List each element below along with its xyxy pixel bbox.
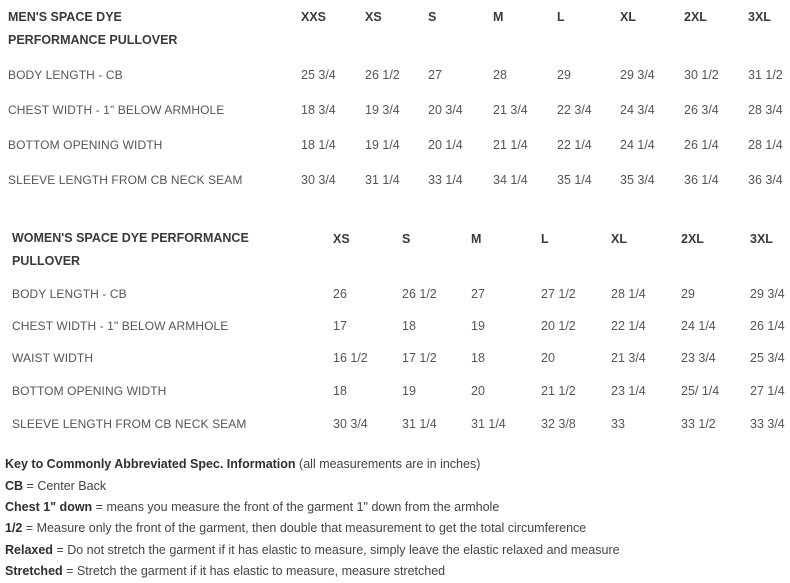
womens-size-header: XS bbox=[333, 232, 350, 246]
key-definition: = Measure only the front of the garment, then double that measurement to get the total circumference bbox=[25, 521, 587, 535]
mens-title-line2: PERFORMANCE PULLOVER bbox=[8, 33, 178, 47]
table-cell: 26 bbox=[333, 287, 347, 301]
table-cell: 30 1/2 bbox=[684, 68, 719, 82]
table-cell: 22 3/4 bbox=[557, 103, 592, 117]
key-definition: = Do not stretch the garment if it has elastic to measure, simply leave the elastic relaxed and measure bbox=[56, 543, 620, 557]
key-definition: = Stretch the garment if it has elastic to measure, measure stretched bbox=[66, 564, 446, 578]
table-cell: 24 3/4 bbox=[620, 103, 655, 117]
key-term: Relaxed bbox=[5, 543, 53, 557]
womens-size-header: XL bbox=[611, 232, 627, 246]
row-label: BOTTOM OPENING WIDTH bbox=[12, 384, 167, 398]
table-cell: 33 1/4 bbox=[428, 173, 463, 187]
table-cell: 20 3/4 bbox=[428, 103, 463, 117]
key-item bbox=[5, 500, 499, 514]
table-cell: 34 1/4 bbox=[493, 173, 528, 187]
mens-size-header: M bbox=[493, 10, 504, 24]
table-cell: 26 1/2 bbox=[365, 68, 400, 82]
mens-size-header: S bbox=[428, 10, 437, 24]
table-cell: 21 1/4 bbox=[493, 138, 528, 152]
key-item bbox=[5, 521, 586, 535]
table-cell: 29 3/4 bbox=[620, 68, 655, 82]
key-heading-line bbox=[5, 457, 480, 471]
table-cell: 33 3/4 bbox=[750, 417, 785, 431]
key-item bbox=[5, 543, 620, 557]
table-cell: 28 1/4 bbox=[748, 138, 783, 152]
key-item bbox=[5, 479, 106, 493]
table-cell: 26 3/4 bbox=[684, 103, 719, 117]
table-cell: 30 3/4 bbox=[333, 417, 368, 431]
key-item bbox=[5, 564, 445, 578]
mens-size-header: XL bbox=[620, 10, 636, 24]
row-label: WAIST WIDTH bbox=[12, 351, 94, 365]
mens-size-header: XXS bbox=[301, 10, 327, 24]
table-cell: 21 3/4 bbox=[611, 351, 646, 365]
table-cell: 31 1/4 bbox=[471, 417, 506, 431]
table-cell: 18 bbox=[333, 384, 347, 398]
mens-size-header: XS bbox=[365, 10, 382, 24]
table-cell: 27 1/4 bbox=[750, 384, 785, 398]
table-cell: 18 bbox=[471, 351, 485, 365]
table-cell: 17 1/2 bbox=[402, 351, 437, 365]
table-cell: 31 1/4 bbox=[365, 173, 400, 187]
table-cell: 36 1/4 bbox=[684, 173, 719, 187]
table-cell: 33 bbox=[611, 417, 625, 431]
table-cell: 32 3/8 bbox=[541, 417, 576, 431]
table-cell: 18 bbox=[402, 319, 416, 333]
key-definition: = means you measure the front of the garment 1" down from the armhole bbox=[95, 500, 500, 514]
table-cell: 28 1/4 bbox=[611, 287, 646, 301]
table-cell: 26 1/2 bbox=[402, 287, 437, 301]
table-cell: 22 1/4 bbox=[557, 138, 592, 152]
table-cell: 28 3/4 bbox=[748, 103, 783, 117]
table-cell: 27 1/2 bbox=[541, 287, 576, 301]
table-cell: 16 1/2 bbox=[333, 351, 368, 365]
table-cell: 23 3/4 bbox=[681, 351, 716, 365]
womens-size-header: L bbox=[541, 232, 549, 246]
mens-size-header: 2XL bbox=[684, 10, 707, 24]
key-term: CB bbox=[5, 479, 24, 493]
table-cell: 19 1/4 bbox=[365, 138, 400, 152]
table-cell: 20 1/2 bbox=[541, 319, 576, 333]
key-term: Chest 1" down bbox=[5, 500, 93, 514]
table-cell: 18 1/4 bbox=[301, 138, 336, 152]
womens-size-header: 2XL bbox=[681, 232, 704, 246]
row-label: BOTTOM OPENING WIDTH bbox=[8, 138, 163, 152]
table-cell: 21 3/4 bbox=[493, 103, 528, 117]
mens-size-header: 3XL bbox=[748, 10, 771, 24]
key-term: Stretched bbox=[5, 564, 63, 578]
table-cell: 29 3/4 bbox=[750, 287, 785, 301]
table-cell: 31 1/2 bbox=[748, 68, 783, 82]
row-label: CHEST WIDTH - 1" BELOW ARMHOLE bbox=[8, 103, 225, 117]
table-cell: 23 1/4 bbox=[611, 384, 646, 398]
table-cell: 26 1/4 bbox=[684, 138, 719, 152]
key-heading: Key to Commonly Abbreviated Spec. Information bbox=[5, 457, 296, 471]
womens-title-line1: WOMEN'S SPACE DYE PERFORMANCE bbox=[12, 231, 249, 245]
womens-size-header: 3XL bbox=[750, 232, 773, 246]
table-cell: 20 bbox=[541, 351, 555, 365]
table-cell: 33 1/2 bbox=[681, 417, 716, 431]
table-cell: 28 bbox=[493, 68, 507, 82]
table-cell: 26 1/4 bbox=[750, 319, 785, 333]
table-cell: 35 3/4 bbox=[620, 173, 655, 187]
table-cell: 25 3/4 bbox=[301, 68, 336, 82]
table-cell: 20 1/4 bbox=[428, 138, 463, 152]
table-cell: 27 bbox=[471, 287, 485, 301]
row-label: BODY LENGTH - CB bbox=[8, 68, 123, 82]
table-cell: 25 3/4 bbox=[750, 351, 785, 365]
womens-title-line2: PULLOVER bbox=[12, 254, 81, 268]
key-heading-note: (all measurements are in inches) bbox=[299, 457, 481, 471]
table-cell: 35 1/4 bbox=[557, 173, 592, 187]
table-cell: 30 3/4 bbox=[301, 173, 336, 187]
row-label: BODY LENGTH - CB bbox=[12, 287, 127, 301]
key-term: 1/2 bbox=[5, 521, 23, 535]
table-cell: 17 bbox=[333, 319, 347, 333]
table-cell: 29 bbox=[681, 287, 695, 301]
mens-size-header: L bbox=[557, 10, 565, 24]
row-label: SLEEVE LENGTH FROM CB NECK SEAM bbox=[8, 173, 243, 187]
table-cell: 22 1/4 bbox=[611, 319, 646, 333]
table-cell: 27 bbox=[428, 68, 442, 82]
table-cell: 24 1/4 bbox=[681, 319, 716, 333]
womens-table-title bbox=[12, 227, 249, 272]
womens-size-header: M bbox=[471, 232, 482, 246]
table-cell: 18 3/4 bbox=[301, 103, 336, 117]
table-cell: 24 1/4 bbox=[620, 138, 655, 152]
womens-size-header: S bbox=[402, 232, 411, 246]
row-label: CHEST WIDTH - 1" BELOW ARMHOLE bbox=[12, 319, 229, 333]
table-cell: 19 bbox=[402, 384, 416, 398]
table-cell: 29 bbox=[557, 68, 571, 82]
table-cell: 25/ 1/4 bbox=[681, 384, 720, 398]
table-cell: 31 1/4 bbox=[402, 417, 437, 431]
table-cell: 20 bbox=[471, 384, 485, 398]
table-cell: 19 3/4 bbox=[365, 103, 400, 117]
table-cell: 21 1/2 bbox=[541, 384, 576, 398]
table-cell: 19 bbox=[471, 319, 485, 333]
row-label: SLEEVE LENGTH FROM CB NECK SEAM bbox=[12, 417, 247, 431]
mens-title-line1: MEN'S SPACE DYE bbox=[8, 10, 122, 24]
table-cell: 36 3/4 bbox=[748, 173, 783, 187]
mens-table-title bbox=[8, 6, 177, 51]
key-definition: = Center Back bbox=[26, 479, 107, 493]
